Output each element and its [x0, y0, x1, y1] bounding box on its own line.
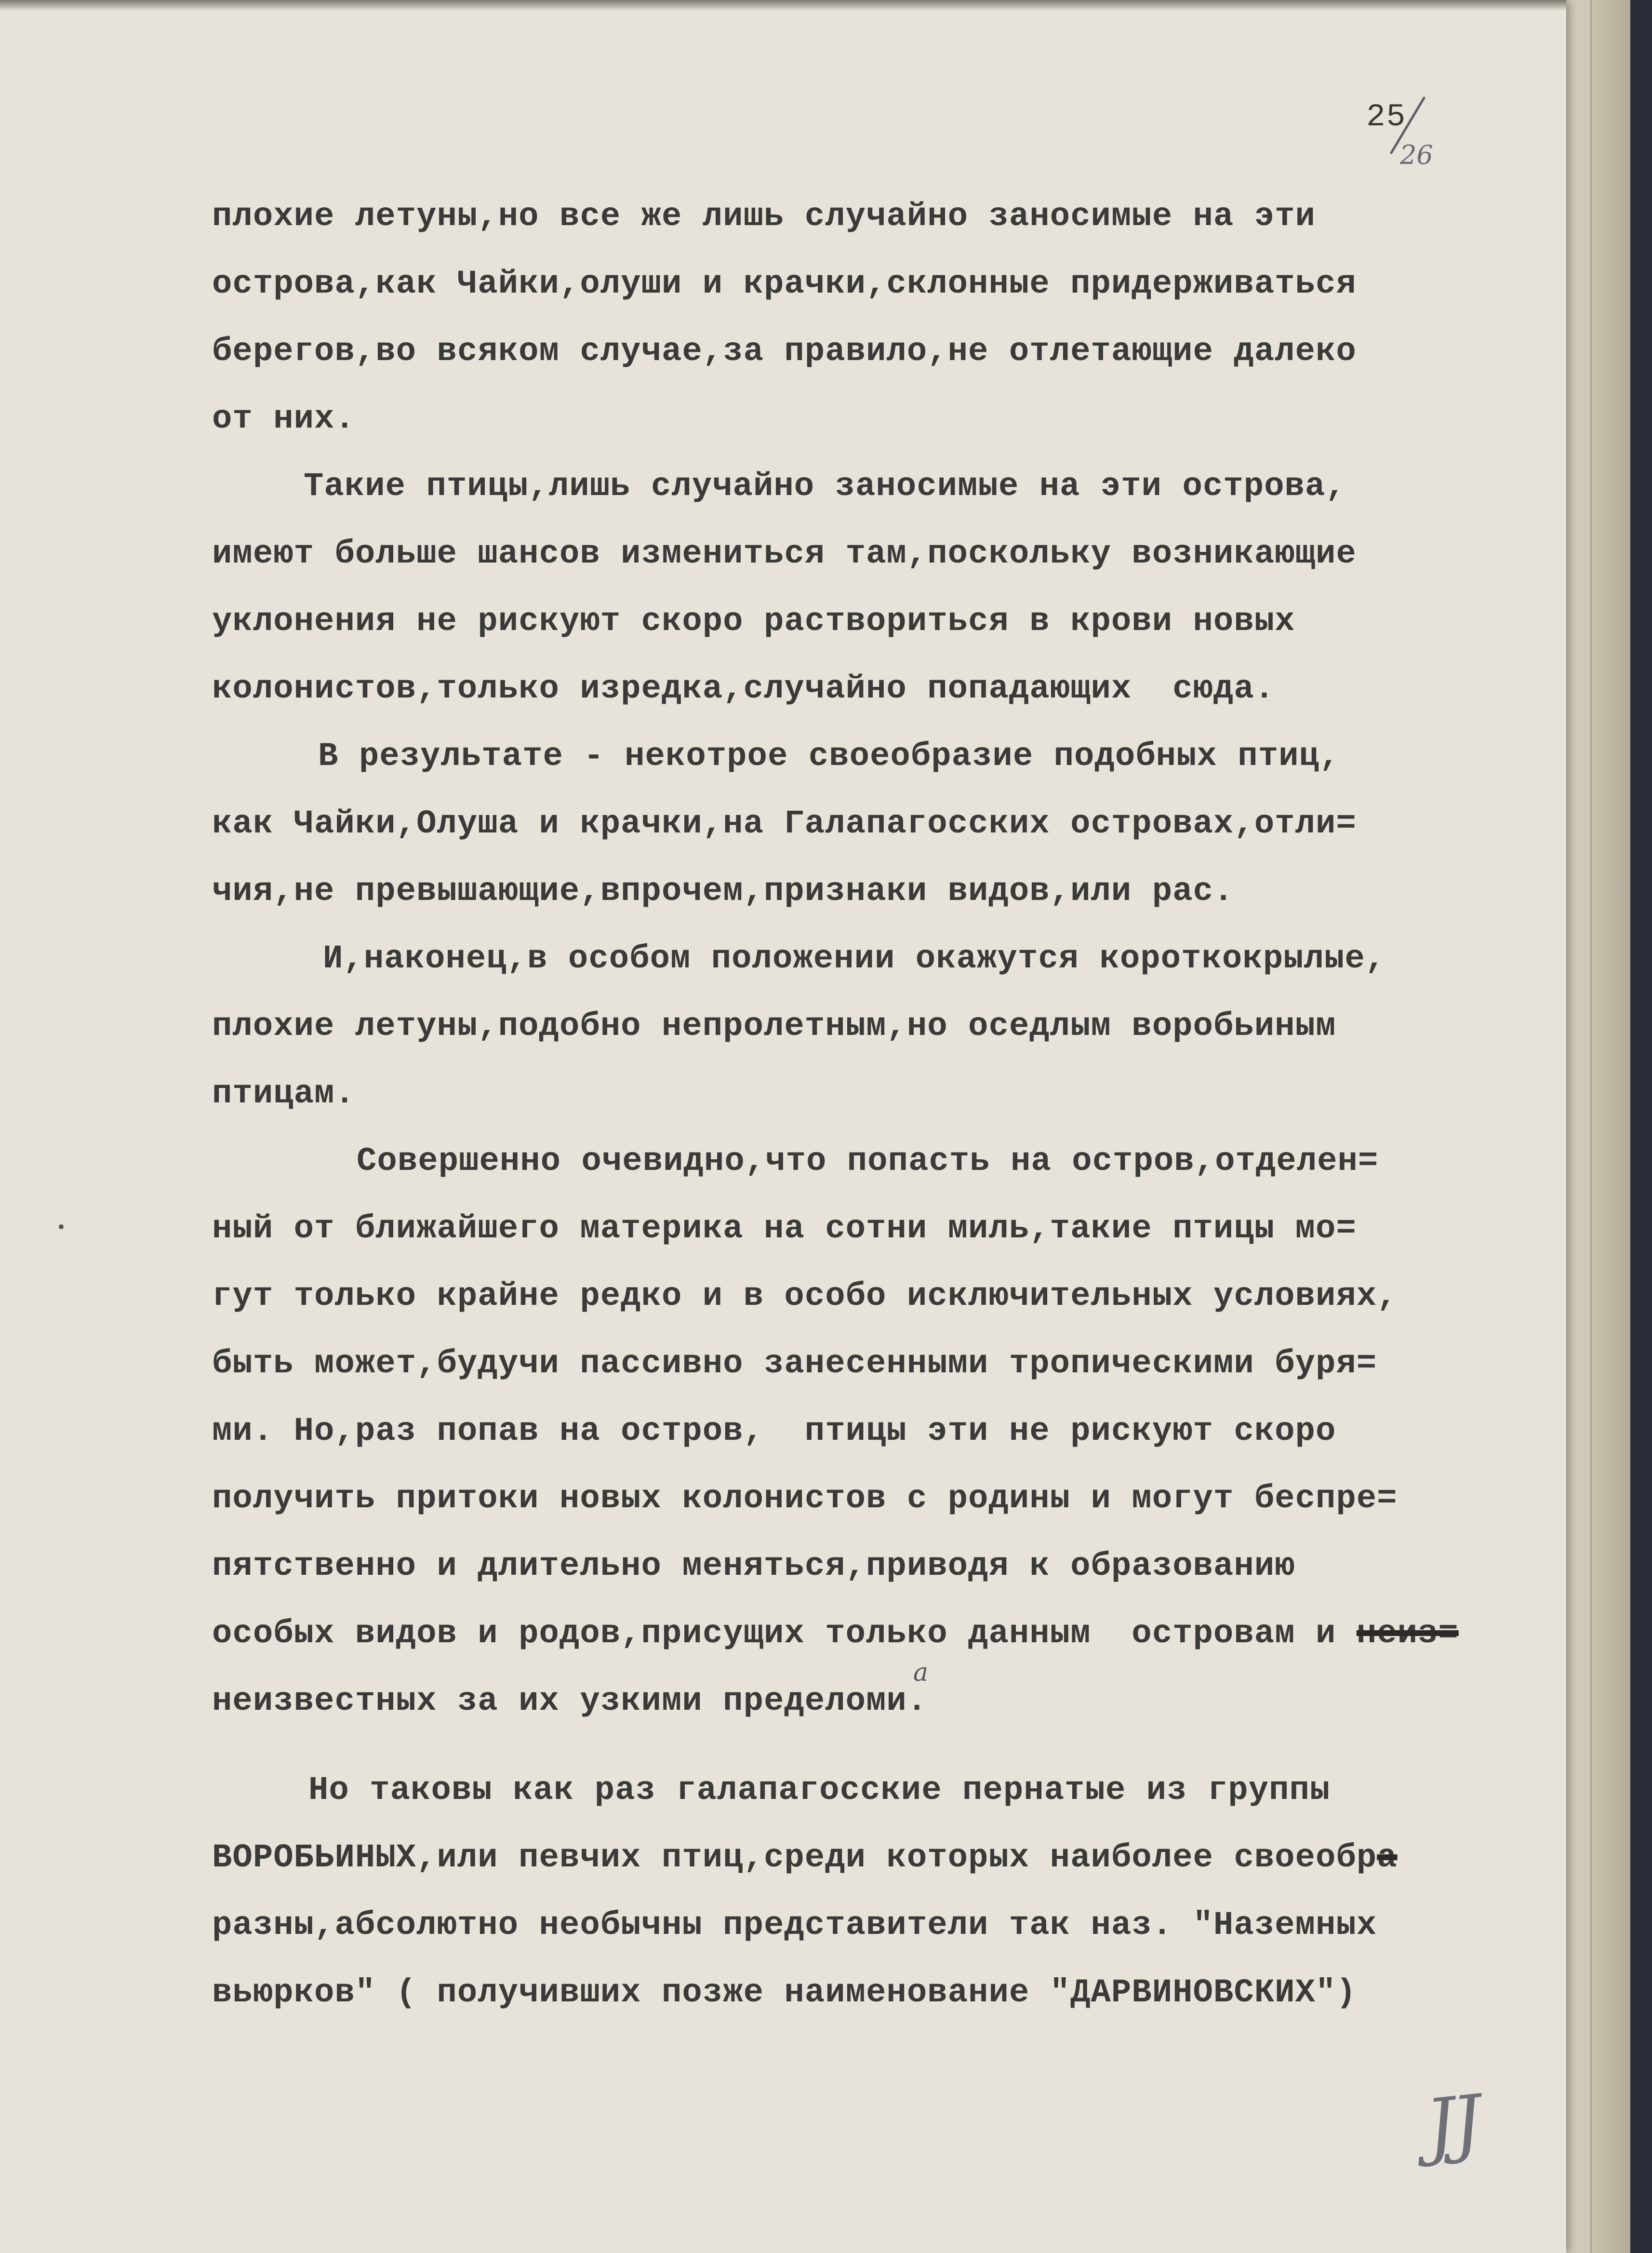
folio-handwritten-number: 26 — [1400, 140, 1433, 170]
text-line-25-main: ВОРОБЬИНЫХ,или певчих птиц,среди которых наиболее своеобр — [212, 1839, 1377, 1877]
text-line-4: от них. — [212, 400, 355, 438]
text-line-22-main: особых видов и родов,присущих только данным островам и — [212, 1615, 1357, 1652]
text-line-1: плохие летуны,но все же лишь случайно заносимые на эти — [212, 198, 1316, 235]
text-line-3: берегов,во всяком случае,за правило,не отлетающие далеко — [212, 333, 1357, 370]
text-line-16: ный от ближайшего материка на сотни миль,такие птицы мо= — [212, 1210, 1357, 1247]
page-top-edge — [0, 0, 1566, 11]
text-line-26: разны,абсолютно необычны представители так наз. "Наземных — [212, 1906, 1377, 1944]
text-line-13: плохие летуны,подобно непролетным,но оседлым воробьиным — [212, 1007, 1336, 1045]
archive-handwritten-mark: ЈЈ — [1422, 2079, 1483, 2169]
text-line-18: быть может,будучи пассивно занесенными тропическими буря= — [212, 1345, 1377, 1382]
text-line-6: имеют больше шансов измениться там,поскольку возникающие — [212, 535, 1357, 573]
underlying-sheet-edge-2 — [1590, 0, 1630, 2253]
text-line-17: гут только крайне редко и в особо исключительных условиях, — [212, 1277, 1398, 1315]
text-line-25 — [212, 1839, 1398, 1877]
page-number: 25 — [1366, 99, 1407, 135]
text-line-23: неизвестных за их узкими пределоми. — [212, 1682, 928, 1720]
struck-letter: а — [1377, 1839, 1398, 1877]
text-line-9: В результате - некотрое своеобразие подобных птиц, — [318, 738, 1340, 775]
text-line-24: Но таковы как раз галапагосские пернатые из группы — [308, 1771, 1331, 1809]
text-line-21: пятственно и длительно меняться,приводя к образованию — [212, 1547, 1295, 1585]
text-line-7: уклонения не рискуют скоро раствориться в крови новых — [212, 603, 1295, 640]
text-line-8: колонистов,только изредка,случайно попадающих сюда. — [212, 670, 1275, 708]
text-line-22 — [212, 1615, 1459, 1652]
text-line-14: птицам. — [212, 1075, 355, 1113]
handwritten-correction-a: а — [913, 1658, 929, 1687]
text-line-19: ми. Но,раз попав на остров, птицы эти не рискуют скоро — [212, 1412, 1336, 1450]
text-line-2: острова,как Чайки,олуши и крачки,склонные придерживаться — [212, 265, 1357, 303]
ink-speck — [59, 1224, 64, 1229]
text-line-10: как Чайки,Олуша и крачки,на Галапагосских островах,отли= — [212, 805, 1357, 843]
text-line-20: получить притоки новых колонистов с родины и могут беспре= — [212, 1480, 1398, 1517]
text-line-12: И,наконец,в особом положении окажутся короткокрылые, — [323, 940, 1386, 978]
text-line-11: чия,не превышающие,впрочем,признаки видов,или рас. — [212, 872, 1234, 910]
text-line-27: вьюрков" ( получивших позже наименование "ДАРВИНОВСКИХ") — [212, 1974, 1357, 2012]
text-line-5: Такие птицы,лишь случайно заносимые на эти острова, — [304, 468, 1346, 505]
struck-word: неиз= — [1356, 1615, 1459, 1652]
text-line-15: Совершенно очевидно,что попасть на остров,отделен= — [357, 1142, 1379, 1180]
